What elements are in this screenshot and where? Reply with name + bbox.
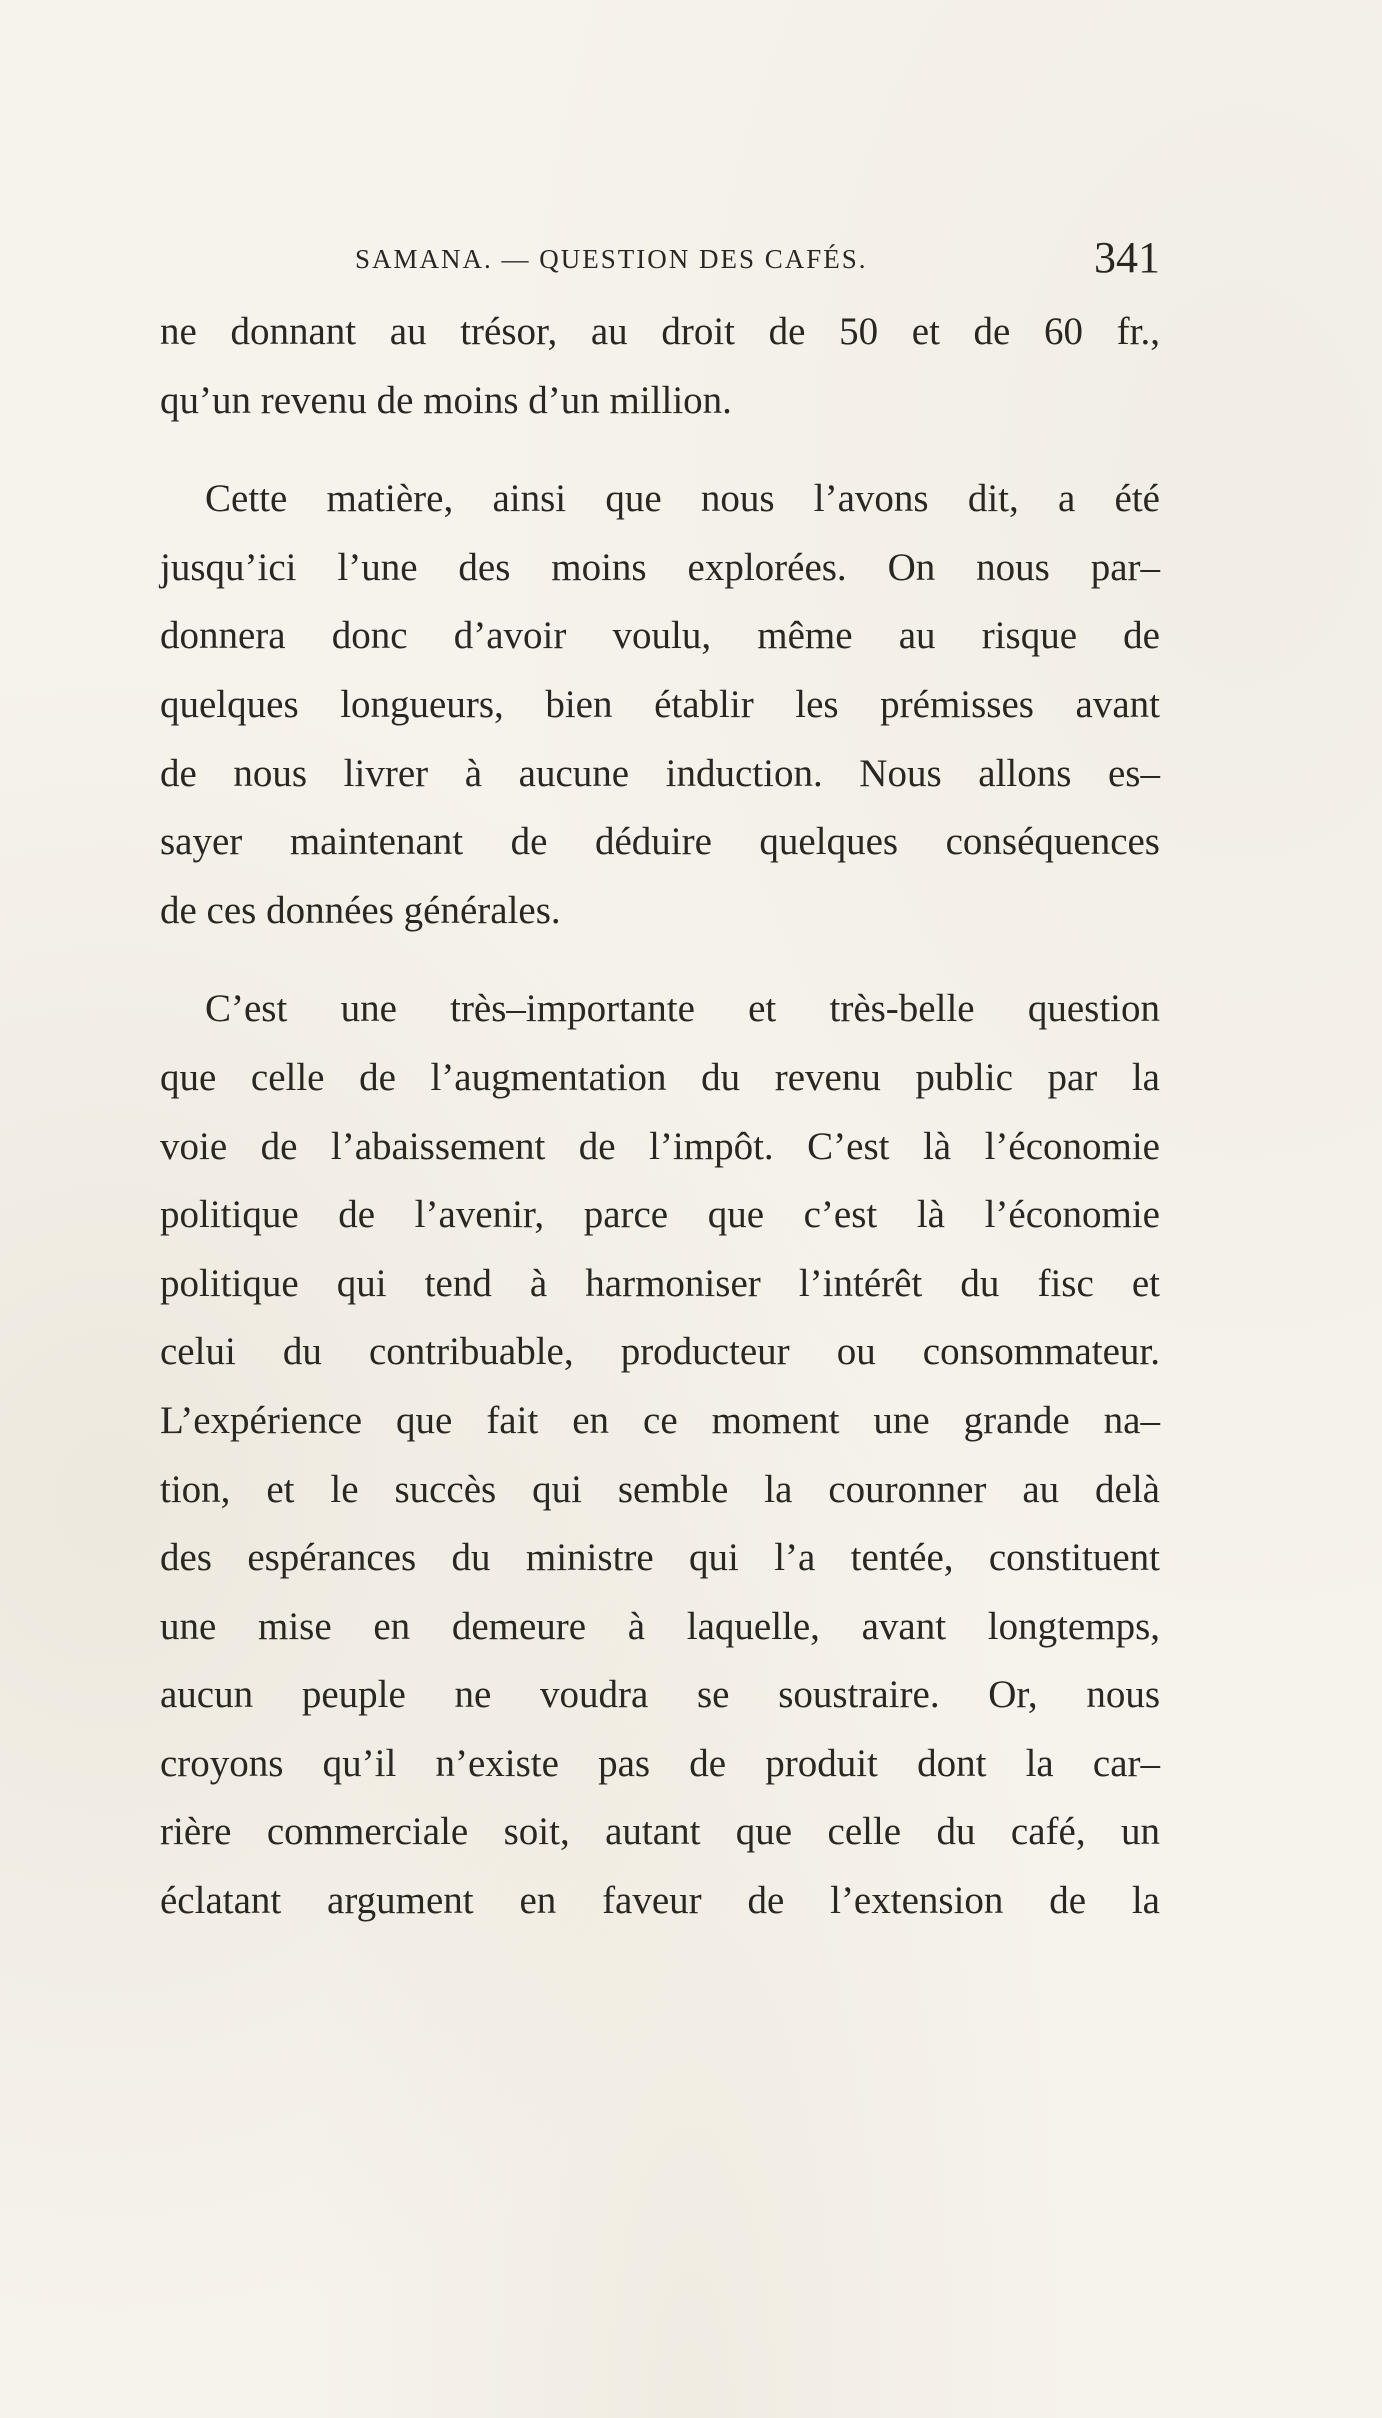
- text-line: jusqu’ici l’une des moins explorées. On nous par–: [160, 545, 1160, 589]
- text-line: celui du contribuable, producteur ou consommateur.: [160, 1330, 1160, 1374]
- paragraph-2: [160, 465, 1160, 945]
- text-line: des espérances du ministre qui l’a tentée, constituent: [160, 1536, 1160, 1580]
- running-head-title: SAMANA. — QUESTION DES CAFÉS.: [355, 244, 868, 274]
- text-line: de ces données générales.: [160, 888, 561, 932]
- text-line: une mise en demeure à laquelle, avant longtemps,: [160, 1604, 1160, 1648]
- text-line: politique qui tend à harmoniser l’intérêt du fisc et: [160, 1261, 1160, 1305]
- text-line: que celle de l’augmentation du revenu public par la: [160, 1055, 1160, 1099]
- text-line: qu’un revenu de moins d’un million.: [160, 378, 732, 422]
- running-head: [160, 232, 1160, 292]
- paragraph-3: [160, 975, 1160, 1935]
- text-line: Cette matière, ainsi que nous l’avons dit, a été: [205, 477, 1160, 521]
- paragraph-1: [160, 298, 1160, 435]
- text-line: aucun peuple ne voudra se soustraire. Or, nous: [160, 1673, 1160, 1717]
- text-line: ne donnant au trésor, au droit de 50 et de 60 fr.,: [160, 310, 1160, 353]
- body-text: [160, 298, 1160, 1936]
- text-line: rière commerciale soit, autant que celle du café, un: [160, 1810, 1160, 1854]
- text-line: quelques longueurs, bien établir les prémisses avant: [160, 682, 1160, 726]
- text-line: politique de l’avenir, parce que c’est là l’économie: [160, 1193, 1160, 1237]
- text-line: sayer maintenant de déduire quelques conséquences: [160, 820, 1160, 864]
- text-line: tion, et le succès qui semble la couronner au delà: [160, 1467, 1160, 1511]
- text-line: donnera donc d’avoir voulu, même au risque de: [160, 614, 1160, 658]
- text-line: voie de l’abaissement de l’impôt. C’est là l’économie: [160, 1124, 1160, 1168]
- page-number: 341: [1094, 233, 1160, 282]
- text-line: L’expérience que fait en ce moment une grande na–: [160, 1398, 1160, 1442]
- text-line: de nous livrer à aucune induction. Nous allons es–: [160, 751, 1160, 795]
- text-line: C’est une très–importante et très-belle question: [205, 987, 1160, 1031]
- text-line: croyons qu’il n’existe pas de produit dont la car–: [160, 1741, 1160, 1785]
- text-line: éclatant argument en faveur de l’extension de la: [160, 1879, 1160, 1923]
